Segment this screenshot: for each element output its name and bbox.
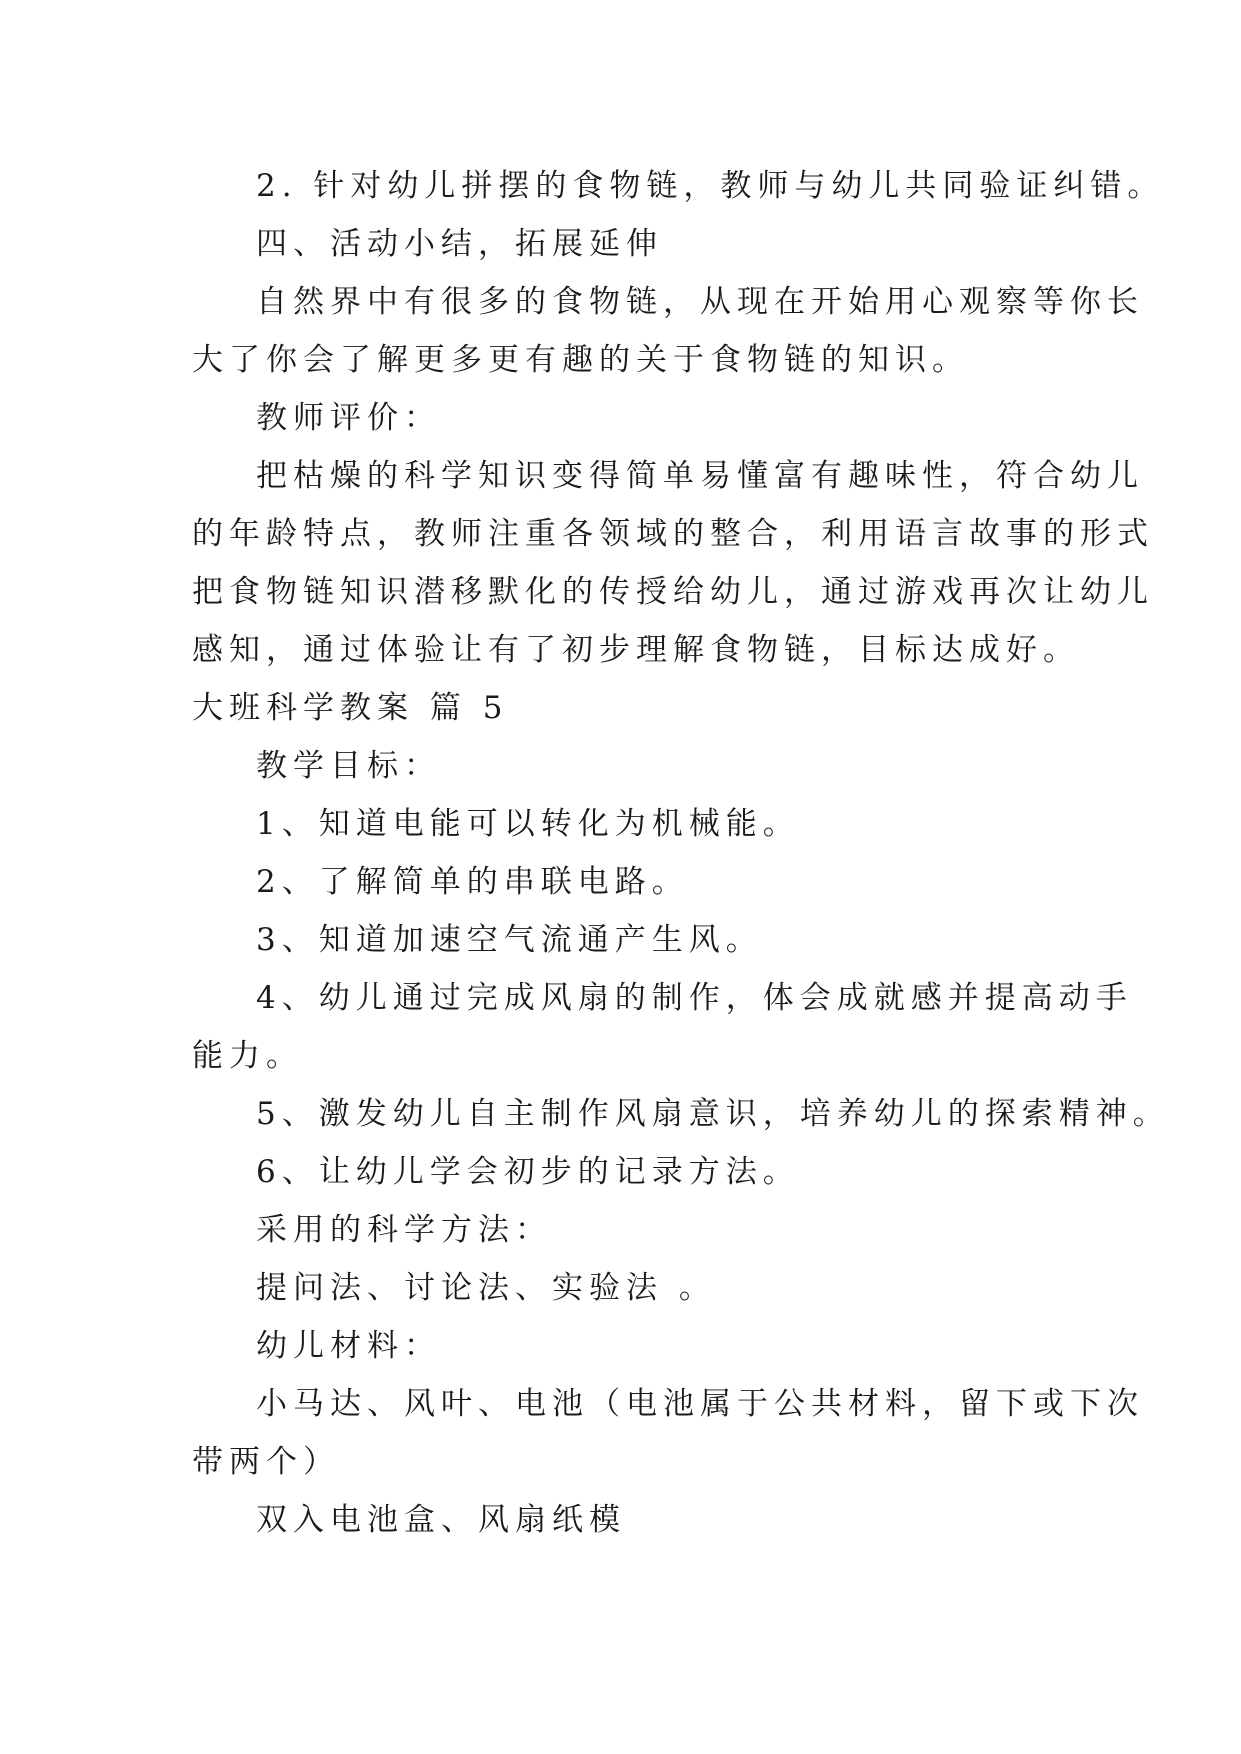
subheading: 幼儿材料： (256, 1328, 441, 1364)
section-title: 大班科学教案 篇 5 (192, 690, 509, 726)
paragraph-line: 感知，通过体验让有了初步理解食物链，目标达成好。 (192, 632, 1080, 668)
paragraph-line: 把食物链知识潜移默化的传授给幼儿，通过游戏再次让幼儿 (192, 574, 1154, 610)
paragraph-line: 把枯燥的科学知识变得简单易懂富有趣味性，符合幼儿 (256, 458, 1144, 494)
list-item: 1、知道电能可以转化为机械能。 (256, 806, 800, 842)
paragraph-line: 的年龄特点，教师注重各领域的整合，利用语言故事的形式 (192, 516, 1154, 552)
list-item-continuation: 能力。 (192, 1038, 303, 1074)
subheading: 采用的科学方法： (256, 1212, 552, 1248)
list-item: 2、了解简单的串联电路。 (256, 864, 689, 900)
paragraph-line: 自然界中有很多的食物链，从现在开始用心观察等你长 (256, 284, 1144, 320)
list-item: 4、幼儿通过完成风扇的制作，体会成就感并提高动手 (256, 980, 1133, 1016)
paragraph-line: 提问法、讨论法、实验法 。 (256, 1270, 716, 1306)
paragraph-line: 2. 针对幼儿拼摆的食物链，教师与幼儿共同验证纠错。 (256, 168, 1165, 204)
paragraph-line: 大了你会了解更多更有趣的关于食物链的知识。 (192, 342, 969, 378)
subheading: 教学目标： (256, 748, 441, 784)
list-item: 5、激发幼儿自主制作风扇意识，培养幼儿的探索精神。 (256, 1096, 1170, 1132)
list-item: 6、让幼儿学会初步的记录方法。 (256, 1154, 800, 1190)
section-heading: 四、活动小结，拓展延伸 (256, 226, 663, 262)
subheading: 教师评价： (256, 400, 441, 436)
paragraph-line: 带两个） (192, 1444, 340, 1480)
list-item: 3、知道加速空气流通产生风。 (256, 922, 763, 958)
paragraph-line: 双入电池盒、风扇纸模 (256, 1502, 626, 1538)
paragraph-line: 小马达、风叶、电池（电池属于公共材料，留下或下次 (256, 1386, 1144, 1422)
